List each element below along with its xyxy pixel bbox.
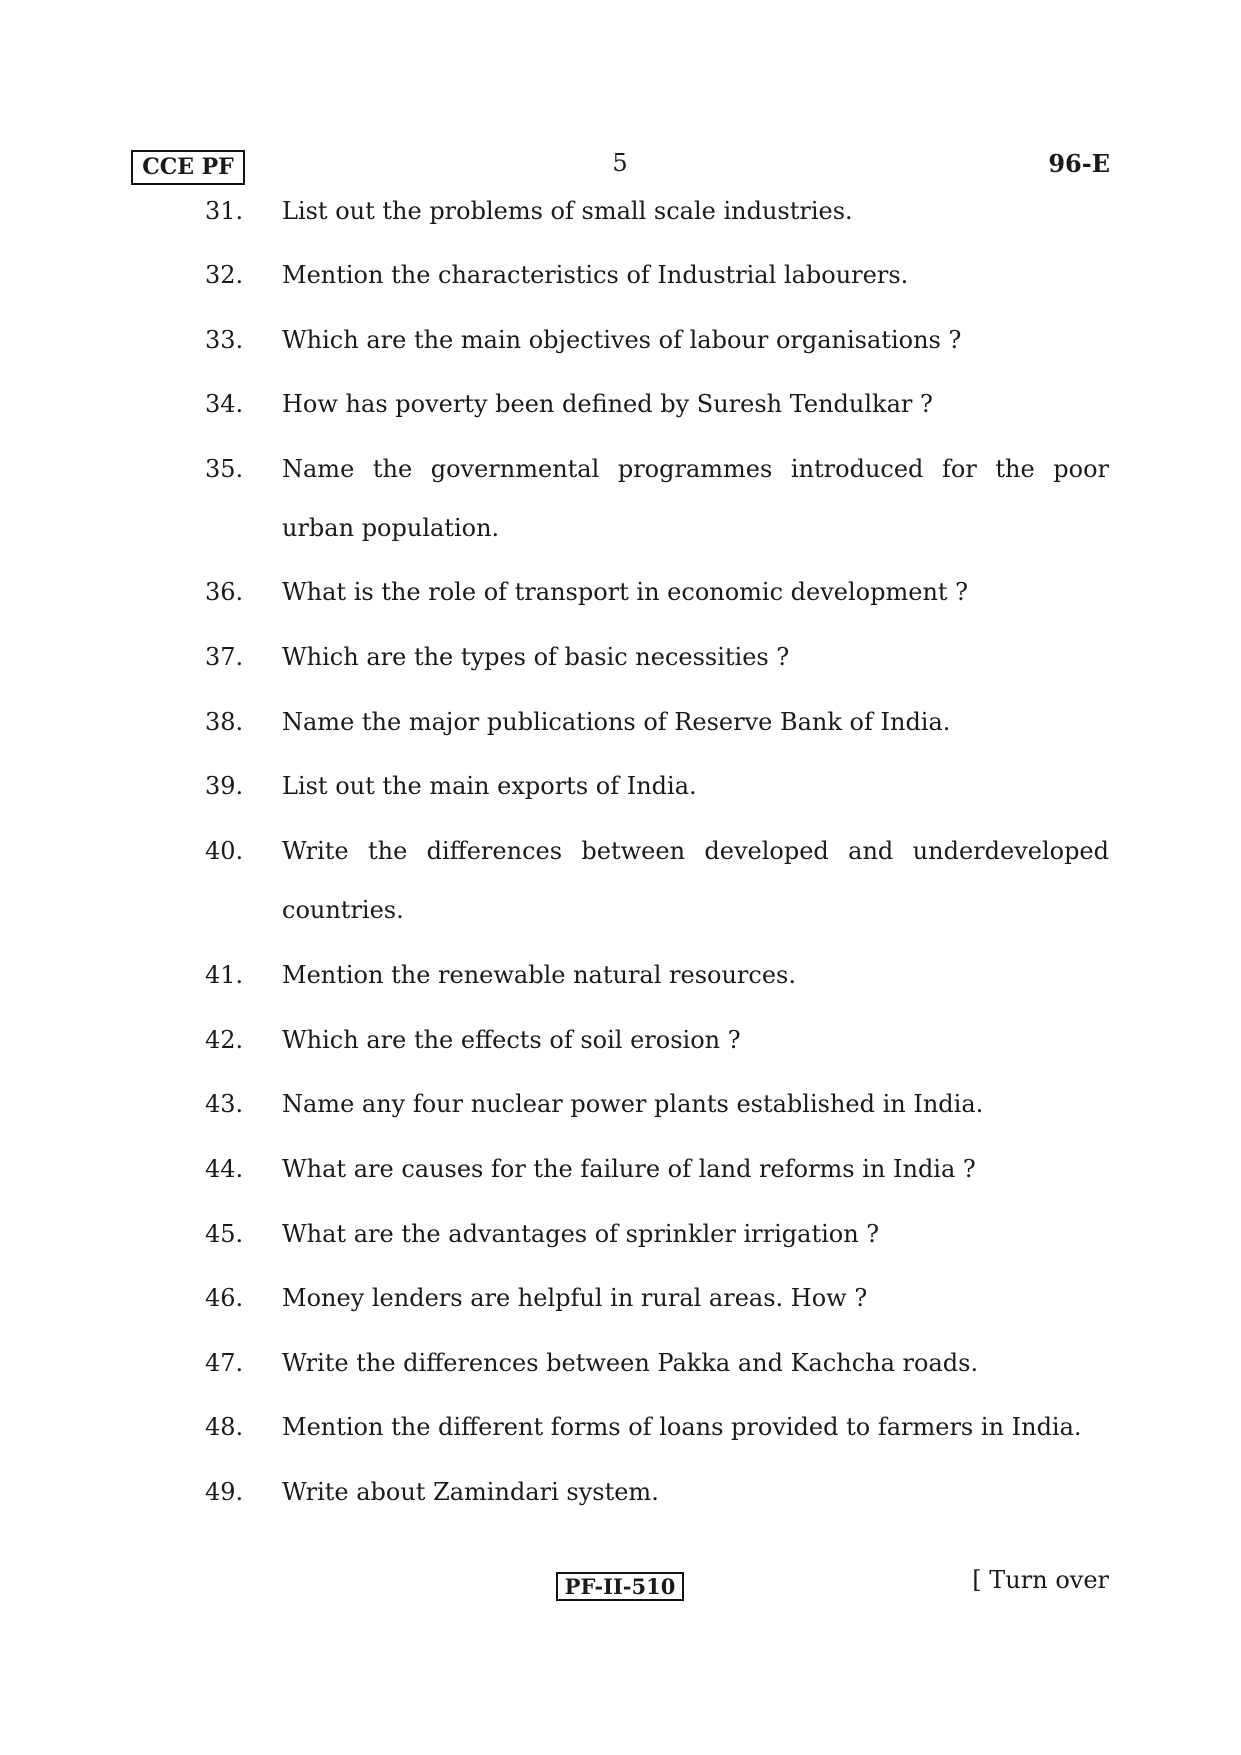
question-number: 41. xyxy=(205,961,244,989)
question-text: Mention the characteristics of Industrial labourers. xyxy=(282,261,909,289)
question-text: Write about Zamindari system. xyxy=(282,1478,659,1506)
question-number: 49. xyxy=(205,1478,244,1506)
question-item xyxy=(205,246,1109,305)
question-item xyxy=(205,1205,1109,1264)
question-text: What are the advantages of sprinkler irrigation ? xyxy=(282,1220,880,1248)
question-item xyxy=(205,757,1109,816)
series-label: CCE PF xyxy=(131,150,245,185)
question-number: 48. xyxy=(205,1413,244,1441)
question-text: What are causes for the failure of land reforms in India ? xyxy=(282,1155,976,1183)
question-number: 45. xyxy=(205,1220,244,1248)
question-item xyxy=(205,182,1109,241)
question-item xyxy=(205,440,1109,558)
page-number: 5 xyxy=(612,149,628,177)
question-item xyxy=(205,563,1109,622)
question-text: Write the differences between Pakka and Kachcha roads. xyxy=(282,1349,979,1377)
question-text: Name any four nuclear power plants established in India. xyxy=(282,1090,984,1118)
question-text: Name the major publications of Reserve Bank of India. xyxy=(282,708,951,736)
question-number: 44. xyxy=(205,1155,244,1183)
question-number: 40. xyxy=(205,837,244,865)
question-item xyxy=(205,1334,1109,1393)
question-number: 34. xyxy=(205,390,244,418)
question-number: 36. xyxy=(205,578,244,606)
question-number: 35. xyxy=(205,455,244,483)
paper-code: 96-E xyxy=(1048,149,1110,178)
question-text: Money lenders are helpful in rural areas. How ? xyxy=(282,1284,868,1312)
question-text: What is the role of transport in economic development ? xyxy=(282,578,969,606)
question-number: 42. xyxy=(205,1026,244,1054)
question-number: 31. xyxy=(205,197,244,225)
question-text: List out the main exports of India. xyxy=(282,772,697,800)
question-text: Which are the types of basic necessities ? xyxy=(282,643,790,671)
question-text: Write the differences between developed and underdeveloped countries. xyxy=(282,837,1109,924)
question-number: 43. xyxy=(205,1090,244,1118)
question-number: 38. xyxy=(205,708,244,736)
question-text: List out the problems of small scale industries. xyxy=(282,197,853,225)
question-text: How has poverty been defined by Suresh Tendulkar ? xyxy=(282,390,933,418)
question-item xyxy=(205,1140,1109,1199)
question-item xyxy=(205,1463,1109,1522)
question-item xyxy=(205,1269,1109,1328)
turn-over-label: [ Turn over xyxy=(972,1566,1109,1594)
question-text: Name the governmental programmes introduced for the poor urban population. xyxy=(282,455,1109,542)
question-item xyxy=(205,946,1109,1005)
question-number: 46. xyxy=(205,1284,244,1312)
question-item xyxy=(205,311,1109,370)
question-number: 37. xyxy=(205,643,244,671)
question-text: Which are the effects of soil erosion ? xyxy=(282,1026,741,1054)
question-item xyxy=(205,822,1109,940)
question-item xyxy=(205,1075,1109,1134)
question-item xyxy=(205,628,1109,687)
question-text: Mention the renewable natural resources. xyxy=(282,961,796,989)
question-number: 33. xyxy=(205,326,244,354)
question-item xyxy=(205,375,1109,434)
question-number: 39. xyxy=(205,772,244,800)
question-item xyxy=(205,1398,1109,1457)
question-item xyxy=(205,693,1109,752)
question-number: 32. xyxy=(205,261,244,289)
question-item xyxy=(205,1011,1109,1070)
question-number: 47. xyxy=(205,1349,244,1377)
footer-paper-code: PF-II-510 xyxy=(556,1572,684,1601)
question-text: Mention the different forms of loans provided to farmers in India. xyxy=(282,1413,1082,1441)
question-text: Which are the main objectives of labour organisations ? xyxy=(282,326,962,354)
